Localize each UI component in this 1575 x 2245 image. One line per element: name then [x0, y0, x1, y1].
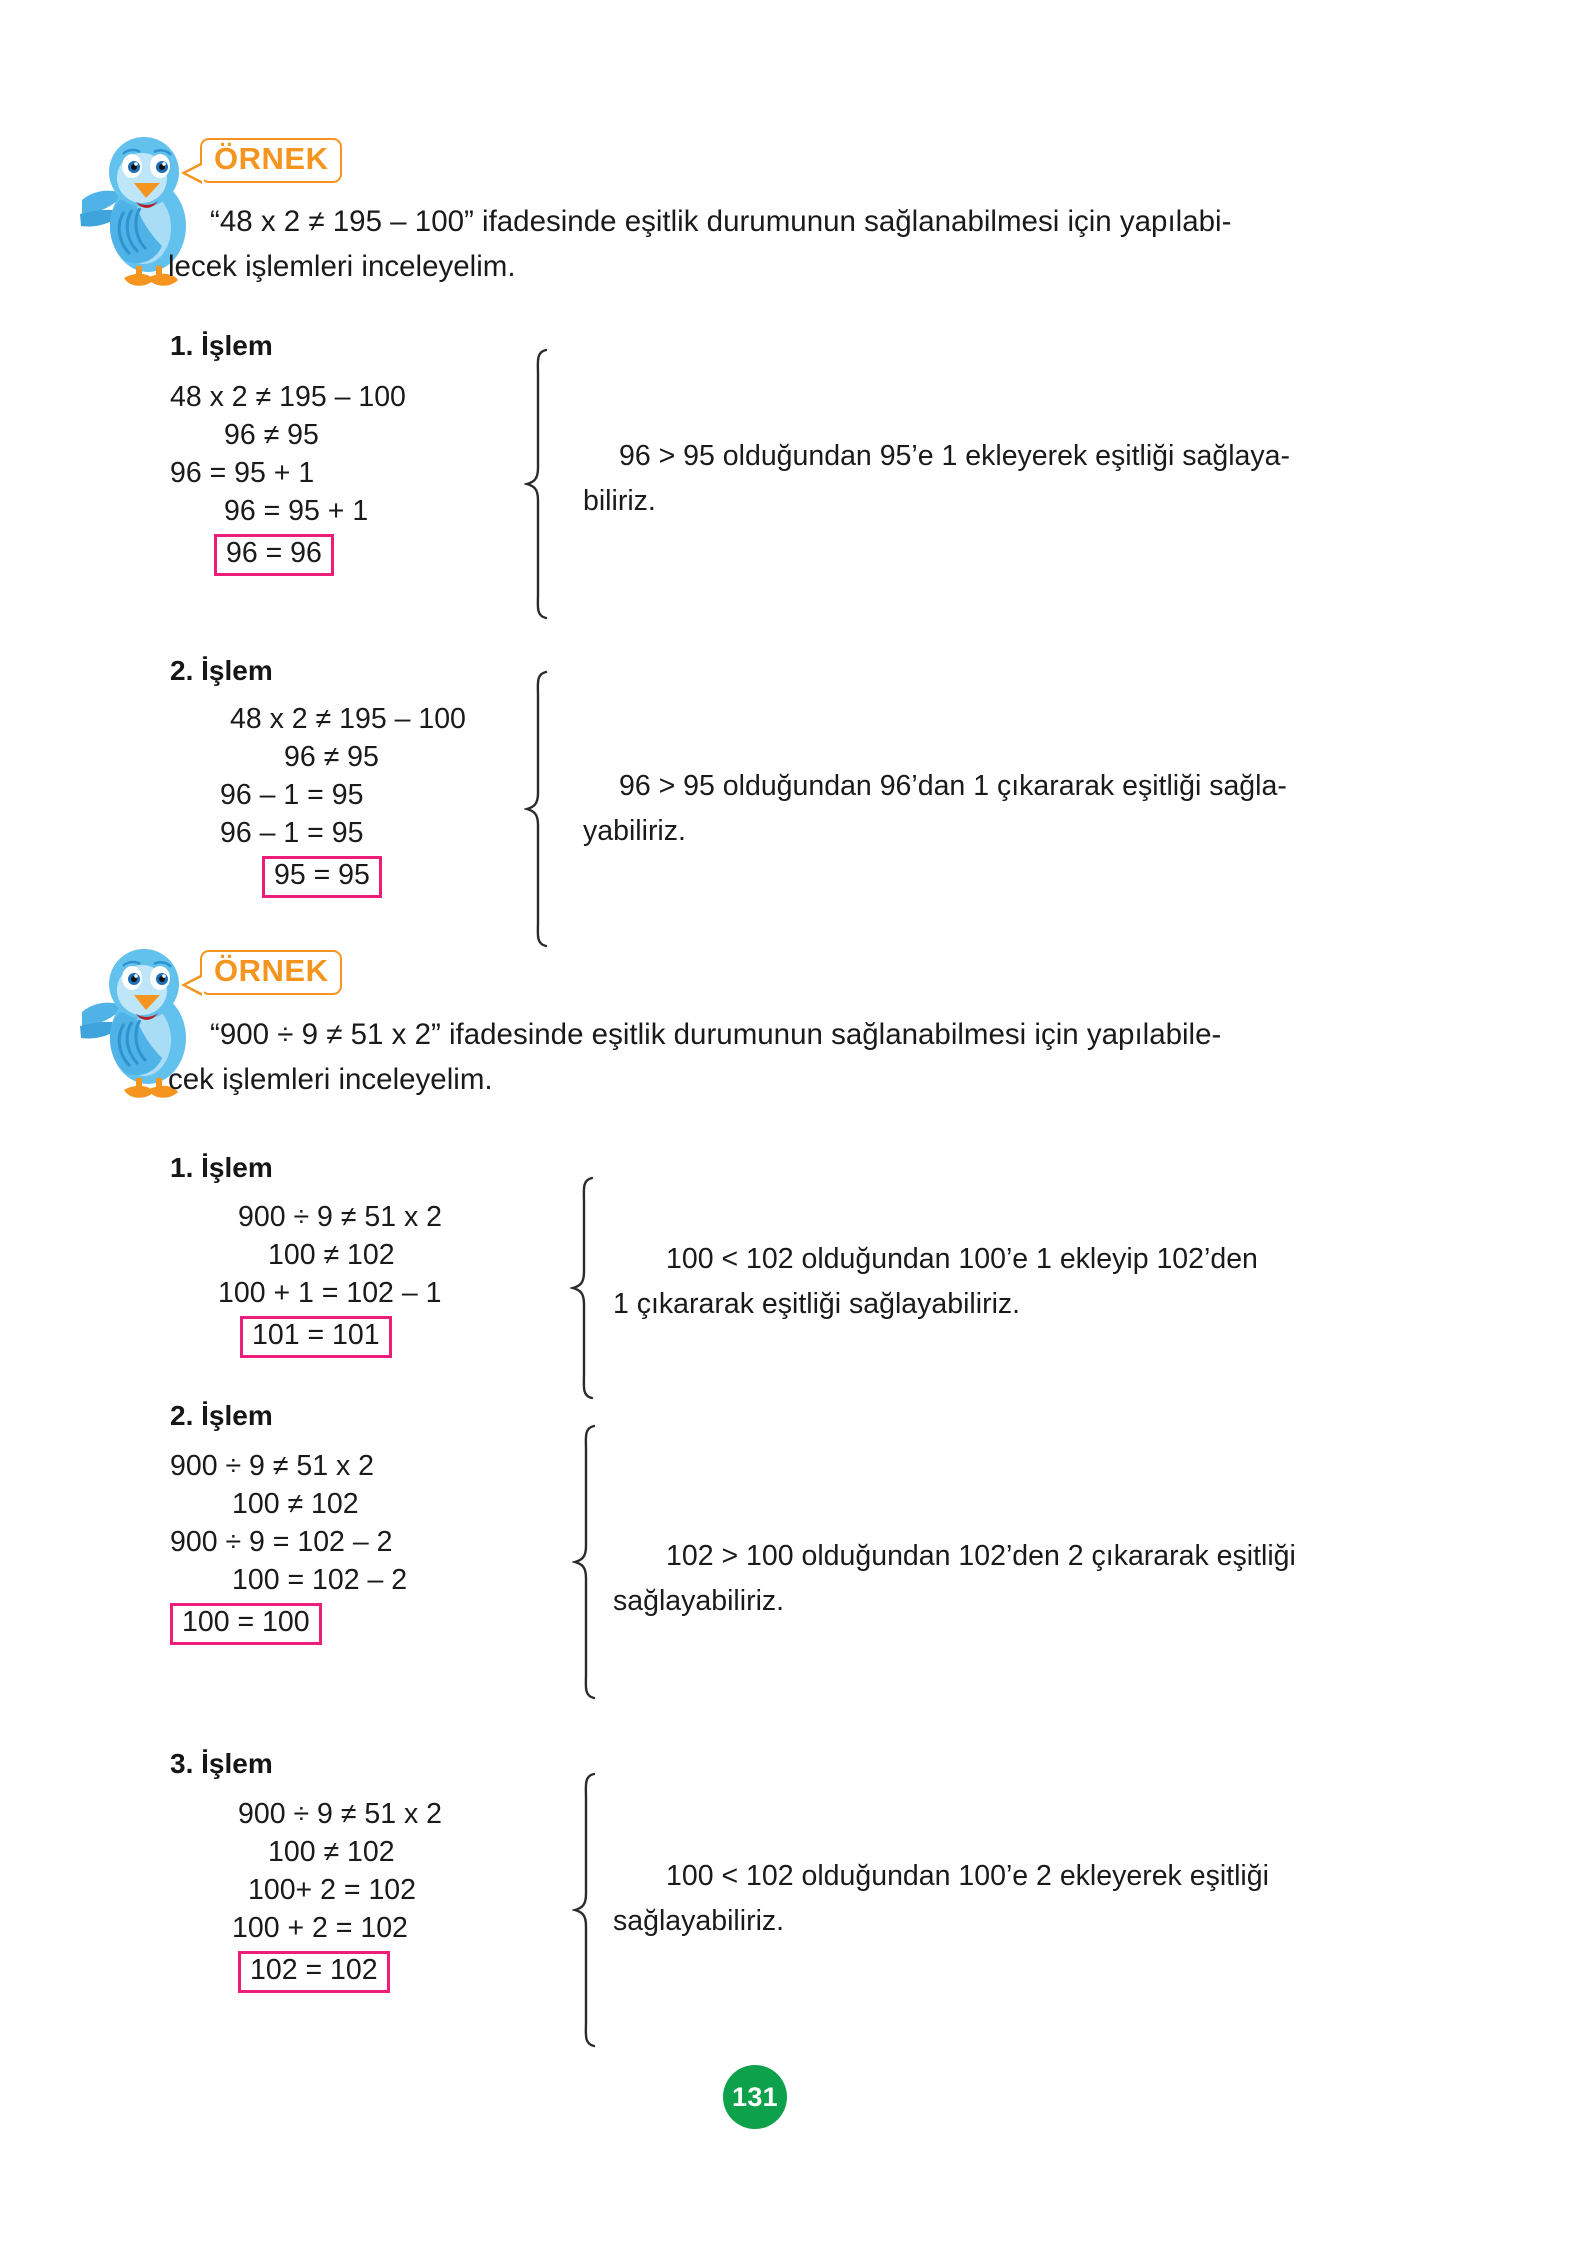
example-2-step-2-math [170, 1447, 407, 1643]
explanation-line-1: 96 > 95 olduğundan 96’dan 1 çıkararak eşitliği sağla- [619, 770, 1287, 802]
result-box: 100 = 100 [170, 1603, 322, 1644]
math-line: 96 = 95 + 1 [224, 494, 369, 527]
math-line: 100 + 1 = 102 – 1 [218, 1276, 442, 1309]
explanation-line-1: 102 > 100 olduğundan 102’den 2 çıkararak eşitliği [666, 1540, 1296, 1572]
example-2-step-2-heading: 2. İşlem [170, 1400, 273, 1431]
example-2-intro-line-1: “900 ÷ 9 ≠ 51 x 2” ifadesinde eşitlik durumunun sağlanabilmesi için yapılabile- [210, 1018, 1222, 1051]
example-2-intro-line-2: cek işlemleri inceleyelim. [168, 1063, 493, 1096]
example-1-step-1-heading: 1. İşlem [170, 330, 273, 361]
example-2-step-1-math [170, 1198, 442, 1356]
math-result-line [170, 1953, 442, 1991]
example-2-step-3-explanation [630, 1855, 1390, 1898]
result-box: 95 = 95 [262, 856, 382, 897]
math-line: 100 ≠ 102 [268, 1835, 395, 1868]
math-line: 48 x 2 ≠ 195 – 100 [170, 380, 406, 413]
page-number-badge: 131 [723, 2065, 787, 2129]
example-2-step-1-heading: 1. İşlem [170, 1152, 273, 1183]
example-1-step-2-heading: 2. İşlem [170, 655, 273, 686]
example-1-step-2-explanation-line2 [583, 810, 1443, 853]
example-2-step-3-brace [572, 1772, 606, 2048]
example-2-step-3-explanation-line2 [613, 1900, 1413, 1943]
example-1-intro-line-2: lecek işlemleri inceleyelim. [168, 250, 516, 283]
example-2-step-2-brace [572, 1424, 606, 1700]
example-1-step-1-math [170, 378, 406, 574]
example-2-intro-line2-wrap [168, 1058, 1498, 1103]
explanation-line-1: 96 > 95 olduğundan 95’e 1 ekleyerek eşitliği sağlaya- [619, 440, 1291, 472]
explanation-line-1: 100 < 102 olduğundan 100’e 1 ekleyip 102’den [666, 1243, 1258, 1275]
example-1-step-1-explanation [583, 435, 1443, 478]
example-1-step-1-brace [524, 348, 558, 620]
example-2-step-3-math [170, 1795, 442, 1991]
example-2-step-1-explanation-line2 [613, 1283, 1413, 1326]
example-1-intro [168, 200, 1498, 245]
example-2-step-1-explanation [630, 1238, 1390, 1281]
math-line: 900 ÷ 9 ≠ 51 x 2 [238, 1200, 442, 1233]
math-result-line [170, 1605, 407, 1643]
explanation-line-2: sağlayabiliriz. [613, 1905, 785, 1937]
explanation-line-2: yabiliriz. [583, 815, 686, 847]
ornek-badge: ÖRNEK [200, 950, 342, 995]
math-line: 100 = 102 – 2 [232, 1563, 408, 1596]
example-1-step-2-explanation [583, 765, 1443, 808]
example-1-step-2-brace [524, 670, 558, 948]
math-line: 96 ≠ 95 [224, 418, 319, 451]
math-line: 48 x 2 ≠ 195 – 100 [230, 702, 466, 735]
math-line: 96 – 1 = 95 [220, 816, 364, 849]
example-2-step-1-brace [570, 1176, 604, 1400]
math-line: 96 = 95 + 1 [170, 456, 315, 489]
example-2-step-2-explanation [630, 1535, 1390, 1578]
example-2-intro [168, 1013, 1498, 1058]
math-line: 900 ÷ 9 ≠ 51 x 2 [238, 1797, 442, 1830]
ornek-badge: ÖRNEK [200, 138, 342, 183]
math-line: 100 ≠ 102 [232, 1487, 359, 1520]
math-line: 100 ≠ 102 [268, 1238, 395, 1271]
math-line: 96 ≠ 95 [284, 740, 379, 773]
example-1-step-1-explanation-line2 [583, 480, 1443, 523]
explanation-line-2: sağlayabiliriz. [613, 1585, 785, 1617]
math-result-line [170, 858, 466, 896]
explanation-line-2: biliriz. [583, 485, 656, 517]
example-1-intro-line-1: “48 x 2 ≠ 195 – 100” ifadesinde eşitlik durumunun sağlanabilmesi için yapılabi- [210, 205, 1232, 238]
math-result-line [170, 1318, 442, 1356]
example-1-step-2-math [170, 700, 466, 896]
result-box: 102 = 102 [238, 1951, 390, 1992]
result-box: 101 = 101 [240, 1316, 392, 1357]
explanation-line-2: 1 çıkararak eşitliği sağlayabiliriz. [613, 1288, 1021, 1320]
math-line: 96 – 1 = 95 [220, 778, 364, 811]
math-line: 900 ÷ 9 = 102 – 2 [170, 1525, 393, 1558]
example-2-step-3-heading: 3. İşlem [170, 1748, 273, 1779]
explanation-line-1: 100 < 102 olduğundan 100’e 2 ekleyerek eşitliği [666, 1860, 1269, 1892]
example-1-intro-line2-wrap [168, 245, 1498, 290]
math-line: 900 ÷ 9 ≠ 51 x 2 [170, 1449, 374, 1482]
math-line: 100 + 2 = 102 [232, 1911, 408, 1944]
result-box: 96 = 96 [214, 534, 334, 575]
math-result-line [170, 536, 406, 574]
example-2-step-2-explanation-line2 [613, 1580, 1413, 1623]
math-line: 100+ 2 = 102 [248, 1873, 416, 1906]
